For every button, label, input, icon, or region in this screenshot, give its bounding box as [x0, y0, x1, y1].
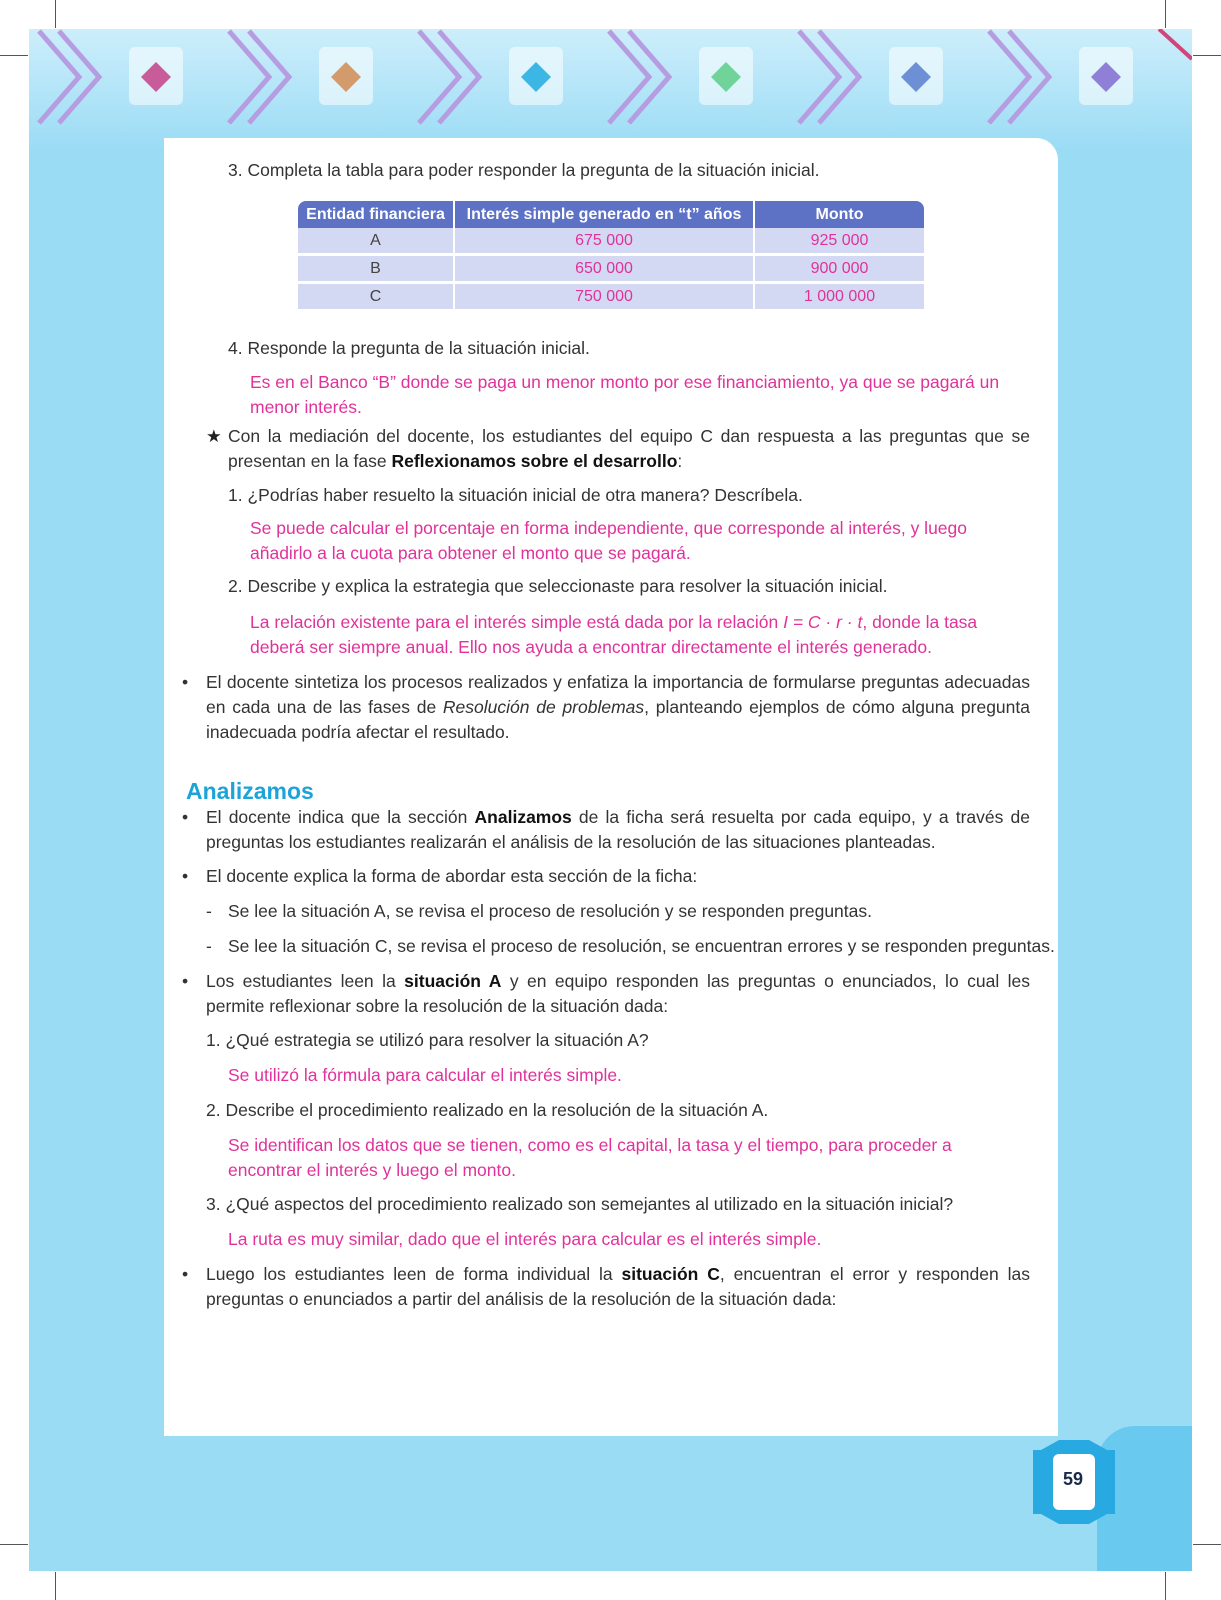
table-cell: 650 000	[455, 256, 753, 284]
analysis-answer-2: Se identifican los datos que se tienen, como es el capital, la tasa y el tiempo, para proceder a encontrar el interés y luego el monto.	[228, 1135, 952, 1180]
item-4-text: 4. Responde la pregunta de la situación inicial.	[228, 338, 590, 358]
crop-mark	[1193, 1544, 1221, 1545]
bullet-icon: •	[182, 1264, 189, 1284]
financial-table	[296, 201, 926, 312]
table-row	[298, 284, 924, 312]
star-paragraph: Con la mediación del docente, los estudiantes del equipo C dan respuesta a las preguntas que se presentan en la fase Reflexionamos sobre el desarrollo:	[228, 426, 1030, 471]
bullet-sintetiza: El docente sintetiza los procesos realizados y enfatiza la importancia de formularse preguntas adecuadas en cada una de las fases de Resolución de problemas, planteando ejemplos de cómo alguna pregunta inadecuada podría afectar el resultado.	[206, 672, 1030, 742]
crop-mark	[1193, 55, 1221, 56]
dash-item-1: Se lee la situación A, se revisa el proceso de resolución y se responden preguntas.	[228, 901, 872, 921]
crop-mark	[0, 55, 28, 56]
formula: I = C · r · t	[783, 612, 863, 632]
reflect-question-1: 1. ¿Podrías haber resuelto la situación inicial de otra manera? Descríbela.	[228, 485, 803, 505]
content-card	[164, 138, 1058, 1436]
analysis-answer-1: Se utilizó la fórmula para calcular el interés simple.	[228, 1065, 622, 1085]
table-cell: 925 000	[755, 228, 924, 256]
reflect-answer-1: Se puede calcular el porcentaje en forma independiente, que corresponde al interés, y luego añadirlo a la cuota para obtener el monto que se pagará.	[250, 518, 968, 563]
crop-mark	[1165, 0, 1166, 28]
table-header-interes: Interés simple generado en “t” años	[455, 201, 753, 228]
item-3-text: 3. Completa la tabla para poder responder la pregunta de la situación inicial.	[228, 160, 820, 180]
answer-4-text: Es en el Banco “B” donde se paga un menor monto por ese financiamiento, ya que se pagará un menor interés.	[250, 372, 1000, 417]
bullet-explica: El docente explica la forma de abordar esta sección de la ficha:	[206, 866, 698, 886]
analysis-question-1: 1. ¿Qué estrategia se utilizó para resolver la situación A?	[206, 1030, 649, 1050]
bullet-icon: •	[182, 672, 189, 692]
decorative-banner	[29, 29, 1192, 149]
analysis-answer-3: La ruta es muy similar, dado que el interés para calcular es el interés simple.	[228, 1229, 822, 1249]
crop-mark	[1165, 1572, 1166, 1600]
bullet-icon: •	[182, 807, 189, 827]
dash-icon: -	[206, 936, 212, 956]
bullet-icon: •	[182, 971, 189, 991]
section-heading: Analizamos	[186, 778, 314, 804]
bullet-analizamos: El docente indica que la sección Analizamos de la ficha será resuelta por cada equipo, y a través de preguntas los estudiantes realizarán el análisis de la resolución de las situaciones planteadas.	[206, 807, 1030, 852]
table-header-monto: Monto	[755, 201, 924, 228]
dash-item-2: Se lee la situación C, se revisa el proceso de resolución, se encuentran errores y se responden preguntas.	[228, 936, 1055, 956]
table-cell: A	[298, 228, 453, 256]
bullet-situacion-a: Los estudiantes leen la situación A y en equipo responden las preguntas o enunciados, lo cual les permite reflexionar sobre la resolución de la situación dada:	[206, 971, 1031, 1016]
table-cell: C	[298, 284, 453, 312]
dash-icon: -	[206, 901, 212, 921]
table-header-entidad: Entidad financiera	[298, 201, 453, 228]
star-icon: ★	[206, 426, 222, 446]
analysis-question-3: 3. ¿Qué aspectos del procedimiento realizado son semejantes al utilizado en la situación inicial?	[206, 1194, 954, 1214]
bullet-icon: •	[182, 866, 189, 886]
table-row	[298, 228, 924, 256]
bullet-situacion-c: Luego los estudiantes leen de forma individual la situación C, encuentran el error y responden las preguntas o enunciados a partir del análisis de la resolución de la situación dada:	[206, 1264, 1030, 1309]
table-row	[298, 256, 924, 284]
page-number: 59	[1062, 1469, 1084, 1489]
crop-mark	[55, 0, 56, 28]
crop-mark	[0, 1544, 28, 1545]
reflect-question-2: 2. Describe y explica la estrategia que seleccionaste para resolver la situación inicial.	[228, 576, 888, 596]
table-cell: B	[298, 256, 453, 284]
table-cell: 900 000	[755, 256, 924, 284]
analysis-question-2: 2. Describe el procedimiento realizado en la resolución de la situación A.	[206, 1100, 769, 1120]
table-cell: 1 000 000	[755, 284, 924, 312]
crop-mark	[55, 1572, 56, 1600]
table-cell: 750 000	[455, 284, 753, 312]
table-cell: 675 000	[455, 228, 753, 256]
reflect-answer-2: La relación existente para el interés simple está dada por la relación I = C · r · t, donde la tasa deberá ser siempre anual. Ello nos ayuda a encontrar directamente el interés generado.	[250, 612, 978, 657]
